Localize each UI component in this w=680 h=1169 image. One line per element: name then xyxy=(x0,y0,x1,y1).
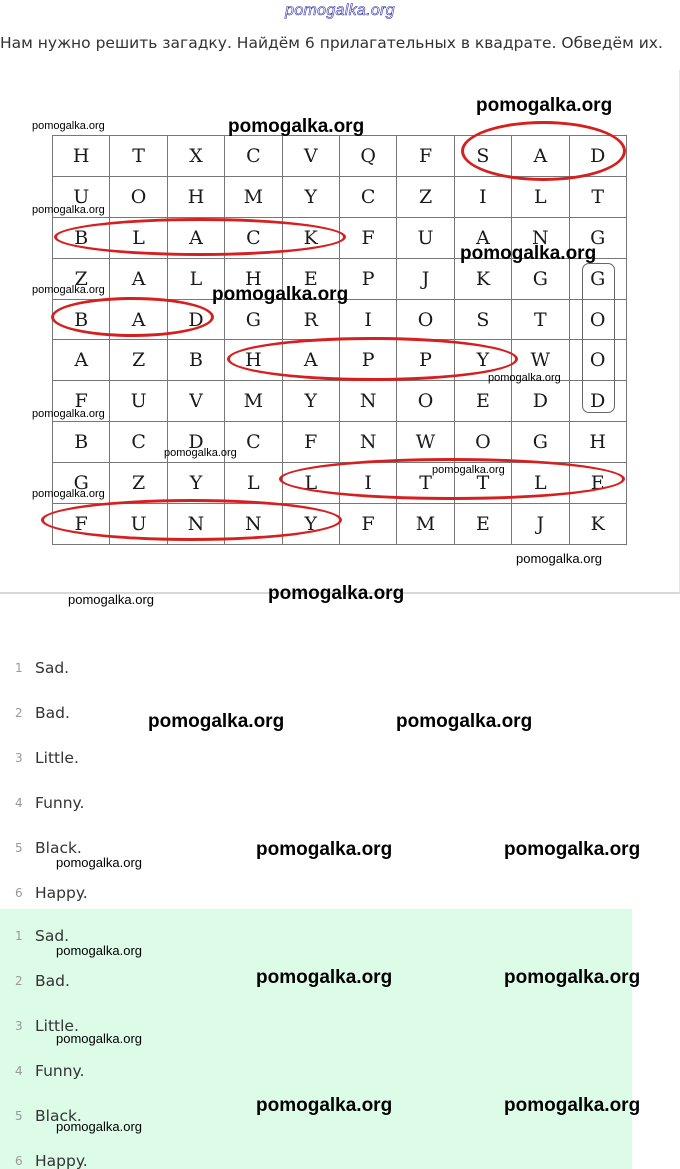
grid-cell: U xyxy=(397,217,454,258)
grid-cell: S xyxy=(454,136,511,177)
answer-text: Bad. xyxy=(35,703,70,722)
grid-cell: T xyxy=(569,176,626,217)
watermark: pomogalka.org xyxy=(256,967,393,988)
circle-funny xyxy=(41,499,342,541)
grid-cell: H xyxy=(167,176,224,217)
grid-cell: Z xyxy=(53,258,110,299)
grid-cell: A xyxy=(53,340,110,381)
answer-number: 4 xyxy=(15,795,23,810)
answer-item xyxy=(0,690,680,735)
watermark: pomogalka.org xyxy=(488,372,561,384)
grid-cell: G xyxy=(512,258,569,299)
answer-number: 5 xyxy=(15,840,23,855)
watermark: pomogalka.org xyxy=(256,839,393,860)
watermark: pomogalka.org xyxy=(32,120,105,132)
grid-cell: T xyxy=(397,463,454,504)
grid-cell: D xyxy=(569,136,626,177)
grid-cell: B xyxy=(167,340,224,381)
watermark: pomogalka.org xyxy=(504,1095,641,1116)
grid-cell: J xyxy=(512,504,569,545)
answer-text: Sad. xyxy=(35,658,70,677)
grid-cell: H xyxy=(225,340,282,381)
answer-item xyxy=(0,780,680,825)
grid-cell: D xyxy=(512,381,569,422)
grid-cell: Y xyxy=(282,504,339,545)
answer-text: Black. xyxy=(35,1106,82,1125)
grid-cell: A xyxy=(110,299,167,340)
grid-cell: C xyxy=(339,176,396,217)
answer-number: 2 xyxy=(15,705,23,720)
answer-number: 4 xyxy=(15,1063,23,1078)
task-text: Нам нужно решить загадку. Найдём 6 прилагательных в квадрате. Обведём их. xyxy=(0,34,663,52)
grid-cell: I xyxy=(454,176,511,217)
grid-cell: O xyxy=(110,176,167,217)
answer-number: 3 xyxy=(15,750,23,765)
grid-cell: J xyxy=(397,258,454,299)
grid-cell: G xyxy=(512,422,569,463)
answer-text: Sad. xyxy=(35,926,70,945)
site-header-logo[interactable]: pomogalka.org xyxy=(285,2,395,19)
answer-item xyxy=(0,645,680,690)
grid-cell: M xyxy=(225,381,282,422)
answer-text: Happy. xyxy=(35,883,88,902)
grid-cell: N xyxy=(339,422,396,463)
grid-cell: E xyxy=(569,463,626,504)
answer-text: Happy. xyxy=(35,1151,88,1169)
grid-cell: Q xyxy=(339,136,396,177)
answer-number: 1 xyxy=(15,660,23,675)
answer-text: Funny. xyxy=(35,793,85,812)
watermark: pomogalka.org xyxy=(164,447,237,459)
answer-text: Bad. xyxy=(35,971,70,990)
grid-cell: M xyxy=(397,504,454,545)
grid-cell: B xyxy=(53,217,110,258)
watermark: pomogalka.org xyxy=(56,943,142,958)
grid-cell: D xyxy=(569,381,626,422)
grid-cell: Y xyxy=(282,176,339,217)
grid-cell: A xyxy=(282,340,339,381)
watermark: pomogalka.org xyxy=(460,243,597,264)
grid-cell: G xyxy=(569,258,626,299)
watermark: pomogalka.org xyxy=(504,967,641,988)
watermark: pomogalka.org xyxy=(476,95,613,116)
watermark: pomogalka.org xyxy=(432,464,505,476)
grid-cell: C xyxy=(225,422,282,463)
circle-sad xyxy=(461,121,626,181)
grid-cell: H xyxy=(225,258,282,299)
grid-cell: F xyxy=(339,217,396,258)
grid-cell: E xyxy=(282,258,339,299)
grid-cell: I xyxy=(339,463,396,504)
grid-cell: G xyxy=(53,463,110,504)
grid-cell: R xyxy=(282,299,339,340)
grid-cell: F xyxy=(53,381,110,422)
grid-cell: C xyxy=(225,136,282,177)
grid-cell: M xyxy=(225,176,282,217)
answer-item xyxy=(0,1048,632,1093)
grid-cell: G xyxy=(569,217,626,258)
grid-cell: U xyxy=(110,381,167,422)
grid-cell: B xyxy=(53,299,110,340)
grid-cell: D xyxy=(167,299,224,340)
grid-cell: W xyxy=(397,422,454,463)
grid-cell: L xyxy=(225,463,282,504)
watermark: pomogalka.org xyxy=(228,116,365,137)
grid-cell: O xyxy=(569,340,626,381)
grid-cell: Y xyxy=(167,463,224,504)
grid-cell: C xyxy=(110,422,167,463)
grid-cell: Z xyxy=(110,340,167,381)
watermark: pomogalka.org xyxy=(396,711,533,732)
grid-cell: T xyxy=(512,299,569,340)
grid-cell: U xyxy=(110,504,167,545)
grid-cell: F xyxy=(53,504,110,545)
answer-list xyxy=(0,645,680,915)
grid-cell: Y xyxy=(454,340,511,381)
grid-cell: A xyxy=(512,136,569,177)
watermark: pomogalka.org xyxy=(68,592,154,607)
box-god xyxy=(582,263,615,413)
grid-cell: L xyxy=(167,258,224,299)
grid-cell: O xyxy=(397,381,454,422)
watermark: pomogalka.org xyxy=(504,839,641,860)
grid-cell: L xyxy=(110,217,167,258)
grid-cell: I xyxy=(339,299,396,340)
grid-cell: O xyxy=(569,299,626,340)
grid-cell: C xyxy=(225,217,282,258)
grid-cell: A xyxy=(167,217,224,258)
grid-cell: H xyxy=(569,422,626,463)
grid-cell: D xyxy=(167,422,224,463)
grid-cell: L xyxy=(512,176,569,217)
watermark: pomogalka.org xyxy=(32,408,105,420)
grid-cell: Y xyxy=(282,381,339,422)
answer-number: 1 xyxy=(15,928,23,943)
grid-cell: E xyxy=(454,381,511,422)
grid-cell: X xyxy=(167,136,224,177)
grid-row xyxy=(53,422,627,463)
watermark: pomogalka.org xyxy=(212,284,349,305)
grid-cell: H xyxy=(53,136,110,177)
watermark: pomogalka.org xyxy=(32,284,105,296)
watermark: pomogalka.org xyxy=(148,711,285,732)
grid-cell: T xyxy=(454,463,511,504)
grid-row xyxy=(53,176,627,217)
grid-cell: F xyxy=(282,422,339,463)
grid-cell: O xyxy=(454,422,511,463)
grid-cell: N xyxy=(512,217,569,258)
grid-cell: P xyxy=(397,340,454,381)
answer-text: Funny. xyxy=(35,1061,85,1080)
grid-cell: U xyxy=(53,176,110,217)
answer-text: Black. xyxy=(35,838,82,857)
watermark: pomogalka.org xyxy=(32,488,105,500)
grid-cell: E xyxy=(454,504,511,545)
grid-cell: A xyxy=(454,217,511,258)
watermark: pomogalka.org xyxy=(56,1119,142,1134)
circle-happy xyxy=(227,337,518,381)
grid-cell: A xyxy=(110,258,167,299)
watermark: pomogalka.org xyxy=(56,855,142,870)
grid-cell: Z xyxy=(397,176,454,217)
grid-cell: K xyxy=(282,217,339,258)
grid-cell: N xyxy=(167,504,224,545)
grid-cell: Z xyxy=(110,463,167,504)
grid-cell: B xyxy=(53,422,110,463)
watermark: pomogalka.org xyxy=(268,583,405,604)
answer-number: 2 xyxy=(15,973,23,988)
answer-number: 3 xyxy=(15,1018,23,1033)
watermark: pomogalka.org xyxy=(56,1031,142,1046)
grid-cell: L xyxy=(282,463,339,504)
answer-number: 6 xyxy=(15,1153,23,1168)
grid-cell: N xyxy=(339,381,396,422)
grid-cell: O xyxy=(397,299,454,340)
circle-bad xyxy=(51,297,214,337)
grid-cell: W xyxy=(512,340,569,381)
grid-cell: V xyxy=(282,136,339,177)
grid-cell: L xyxy=(512,463,569,504)
answer-item xyxy=(0,1138,632,1169)
grid-cell: F xyxy=(397,136,454,177)
grid-cell: G xyxy=(225,299,282,340)
answer-text: Little. xyxy=(35,748,79,767)
grid-cell: T xyxy=(110,136,167,177)
grid-cell: N xyxy=(225,504,282,545)
watermark: pomogalka.org xyxy=(256,1095,393,1116)
answer-number: 6 xyxy=(15,885,23,900)
grid-cell: F xyxy=(339,504,396,545)
grid-cell: P xyxy=(339,340,396,381)
answer-text: Little. xyxy=(35,1016,79,1035)
watermark: pomogalka.org xyxy=(516,551,602,566)
answer-item xyxy=(0,735,680,780)
grid-cell: V xyxy=(167,381,224,422)
circle-black xyxy=(54,218,346,256)
grid-cell: P xyxy=(339,258,396,299)
grid-row xyxy=(53,381,627,422)
grid-cell: K xyxy=(569,504,626,545)
grid-cell: K xyxy=(454,258,511,299)
watermark: pomogalka.org xyxy=(32,204,105,216)
answer-number: 5 xyxy=(15,1108,23,1123)
grid-cell: S xyxy=(454,299,511,340)
